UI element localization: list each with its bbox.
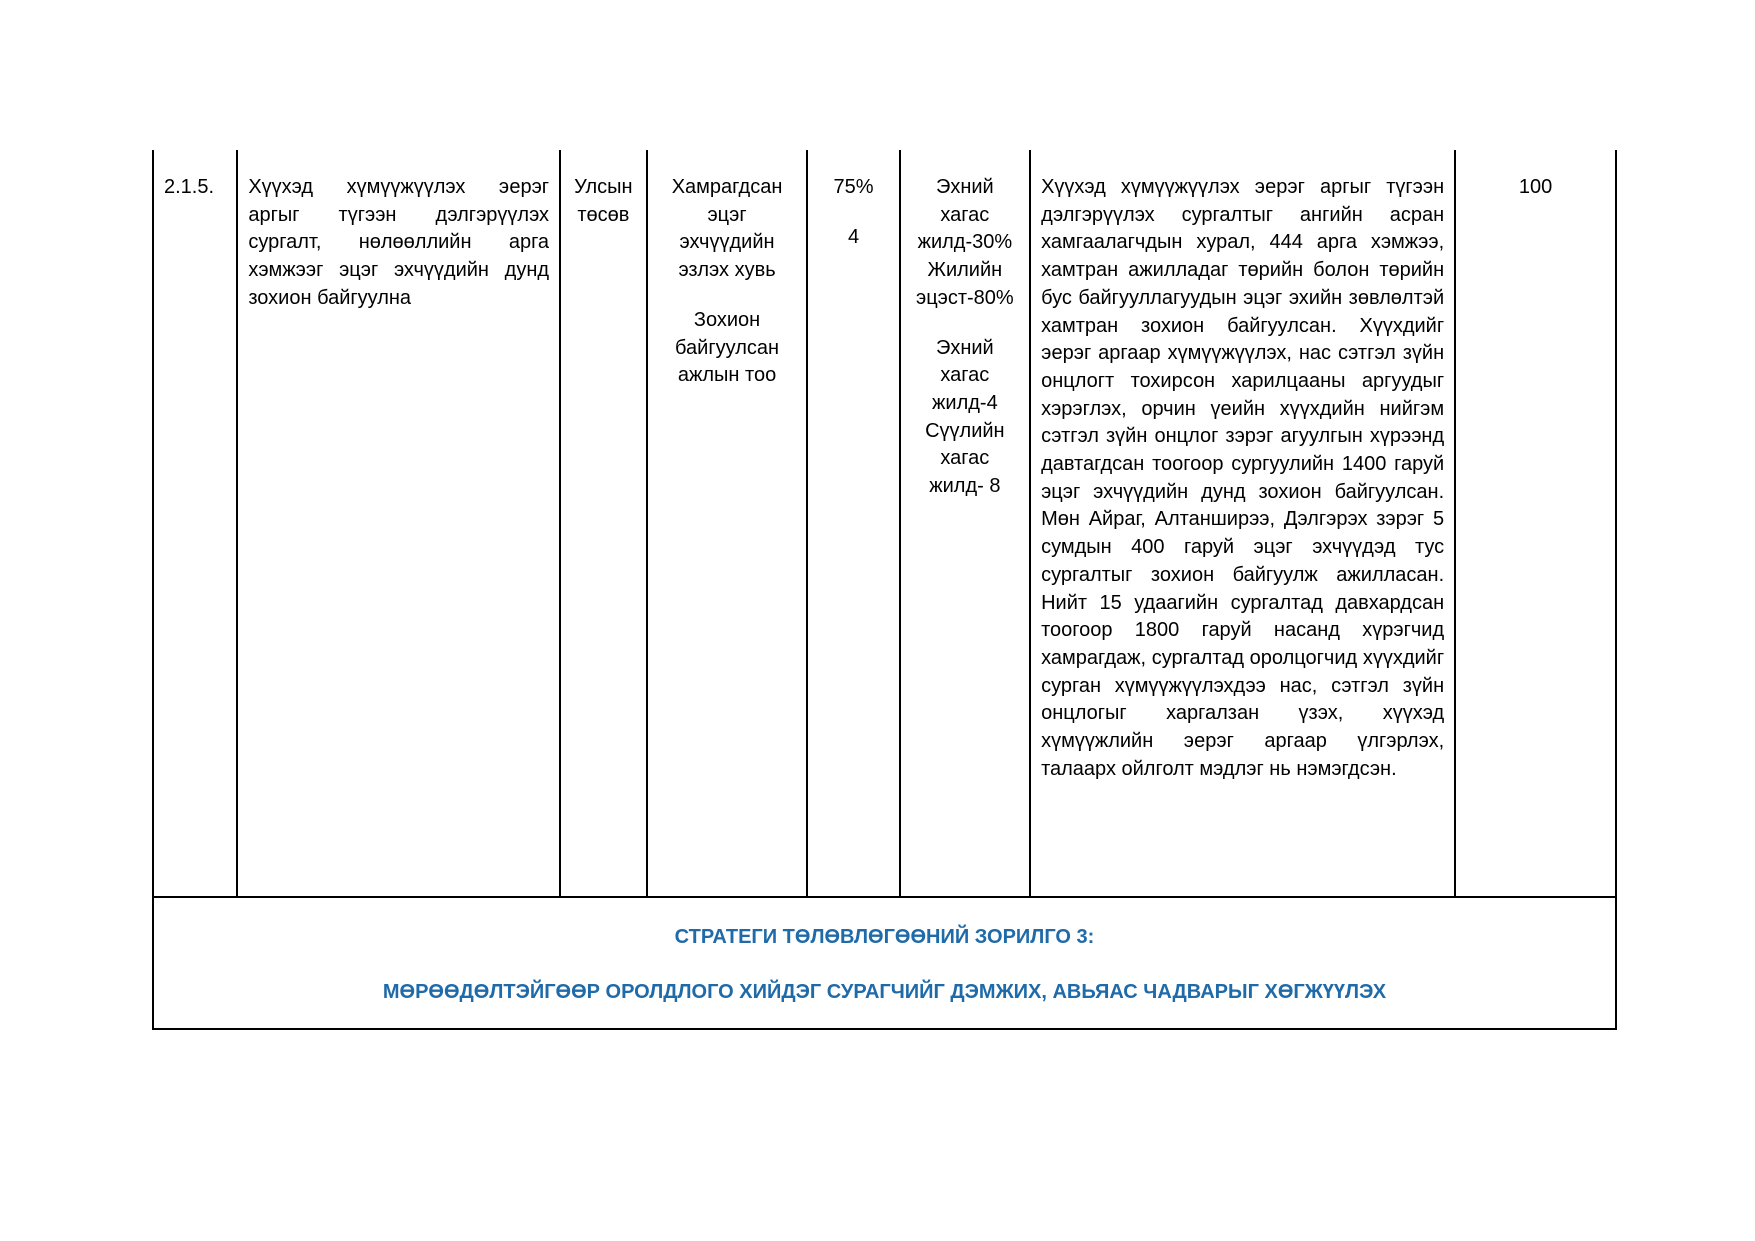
funding-source: Улсын төсөв: [574, 176, 633, 226]
funding-source-cell: [560, 150, 647, 897]
goal-title: МӨРӨӨДӨЛТЭЙГӨӨР ОРОЛДЛОГО ХИЙДЭГ СУРАГЧИЙГ ДЭМЖИХ, АВЬЯАС ЧАДВАРЫГ ХӨГЖҮҮЛЭХ: [382, 980, 1387, 1003]
percent-cell: [1455, 150, 1616, 897]
baseline-cell: [807, 150, 899, 897]
completion-percent: 100: [1518, 176, 1553, 198]
strategy-plan-table: [152, 150, 1617, 1030]
activity-description-cell: [237, 150, 560, 897]
activity-description: Хүүхэд хүмүүжүүлэх эерэг аргыг түгээн дэлгэрүүлэх сургалт, нөлөөллийн арга хэмжээг эцэг эхчүүдийн дунд зохион байгуулна: [248, 176, 550, 309]
goal-heading: СТРАТЕГИ ТӨЛӨВЛӨГӨӨНИЙ ЗОРИЛГО 3:: [674, 926, 1095, 948]
baseline-coverage: 75%: [833, 176, 874, 198]
indicator-cell: [647, 150, 808, 897]
activity-number-cell: [153, 150, 237, 897]
indicator-coverage: Хамрагдсан эцэг эхчүүдийн эзлэх хувь: [671, 176, 783, 282]
goal-row: [153, 897, 1616, 1029]
result-description: Хүүхэд хүмүүжүүлэх эерэг аргыг түгээн дэлгэрүүлэх сургалтыг ангийн асран хамгаалагчдын хурал, 444 арга хэмжээ, хамтран ажилладаг төрийн болон төрийн бус байгууллагуудын эцэг эхийн зөвлөлтэй хамтран зохион байгуулсан. Хүүхдийг эерэг аргаар хүмүүжүүлэх, нас сэтгэл зүйн онцлогт тохирсон харилцааны аргуудыг хэрэглэх, орчин үеийн хүүхдийн нийгэм сэтгэл зүйн онцлог зэрэг агуулгын хүрээнд давтагдсан тоогоор сургуулийн 1400 гаруй эцэг эхчүүдийн дунд зохион байгуулсан. Мөн Айраг, Алтанширээ, Дэлгэрэх зэрэг 5 сумдын 400 гаруй эцэг эхчүүдэд тус сургалтыг зохион байгуулж ажилласан. Нийт 15 удаагийн сургалтад давхардсан тоогоор 1800 гаруй насанд хүрэгчид хамрагдаж, сургалтад оролцогчид хүүхдийг сурган хүмүүжүүлэхдээ нас, сэтгэл зүйн онцлогыг харгалзан үзэх, хүүхэд хүмүүжлийн эерэг аргаар үлгэрлэх, талаарх ойлголт мэдлэг нь нэмэгдсэн.: [1041, 176, 1445, 780]
indicator-events: Зохион байгуулсан ажлын тоо: [675, 308, 780, 387]
target-first-half-coverage: Эхний хагас жилд-30%: [917, 176, 1013, 254]
activity-number: 2.1.5.: [164, 176, 215, 198]
target-year-end-coverage: Жилийн эцэст-80%: [916, 259, 1014, 309]
target-cell: [900, 150, 1030, 897]
table-row: [153, 150, 1616, 897]
target-second-half-events: Сүүлийн хагас жилд- 8: [925, 419, 1005, 498]
target-first-half-events: Эхний хагас жилд-4: [932, 336, 998, 414]
goal-cell: [153, 897, 1616, 1029]
baseline-events: 4: [847, 225, 860, 248]
result-cell: [1030, 150, 1455, 897]
